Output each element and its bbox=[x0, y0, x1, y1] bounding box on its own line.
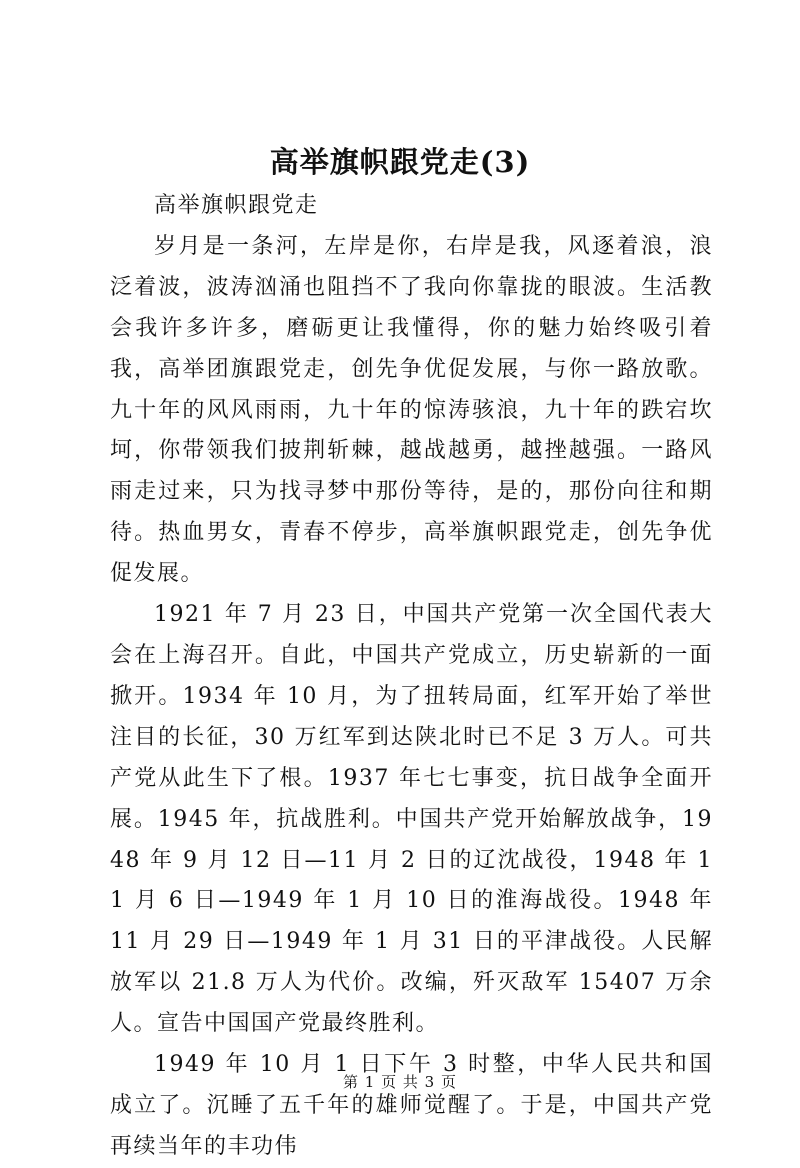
subtitle-paragraph: 高举旗帜跟党走 bbox=[154, 193, 319, 218]
body-paragraph: 岁月是一条河，左岸是你，右岸是我，风逐着浪，浪泛着波，波涛汹涌也阻挡不了我向你靠拢的眼波。生活教会我许多许多，磨砺更让我懂得，你的魅力始终吸引着我，高举团旗跟党走，创先争优促发展，与你一路放歌。九十年的风风雨雨，九十年的惊涛骇浪，九十年的跌宕坎坷，你带领我们披荆斩棘，越战越勇，越挫越强。一路风雨走过来，只为找寻梦中那份等待，是的，那份向往和期待。热血男女，青春不停步，高举旗帜跟党走，创先争优促发展。 bbox=[110, 233, 713, 587]
page-footer: 第 1 页 共 3 页 bbox=[343, 1073, 457, 1091]
body-paragraph: 1921 年 7 月 23 日，中国共产党第一次全国代表大会在上海召开。自此，中国共产党成立，历史崭新的一面掀开。1934 年 10 月，为了扭转局面，红军开始了举世注目的长征，30 万红军到达陕北时已不足 3 万人。可共产党从此生下了根。1937 年七七事变，抗日战争全面开展。1945 年，抗战胜利。中国共产党开始解放战争，1948 年 9 月 12 日—11 月 2 日的辽沈战役，1948 年 11 月 6 日—1949 年 1 月 10 日的淮海战役。1948 年 11 月 29 日—1949 年 1 月 31 日的平津战役。人民解放军以 21.8 万人为代价。改编，歼灭敌军 15407 万余人。宣告中国国产党最终胜利。 bbox=[110, 602, 713, 1037]
body-paragraph: 1949 年 10 月 1 日下午 3 时整，中华人民共和国成立了。沉睡了五千年的雄师觉醒了。于是，中国共产党再续当年的丰功伟 bbox=[110, 1052, 713, 1159]
document-title: 高举旗帜跟党走(3) bbox=[269, 145, 531, 179]
document-body bbox=[110, 186, 713, 1168]
